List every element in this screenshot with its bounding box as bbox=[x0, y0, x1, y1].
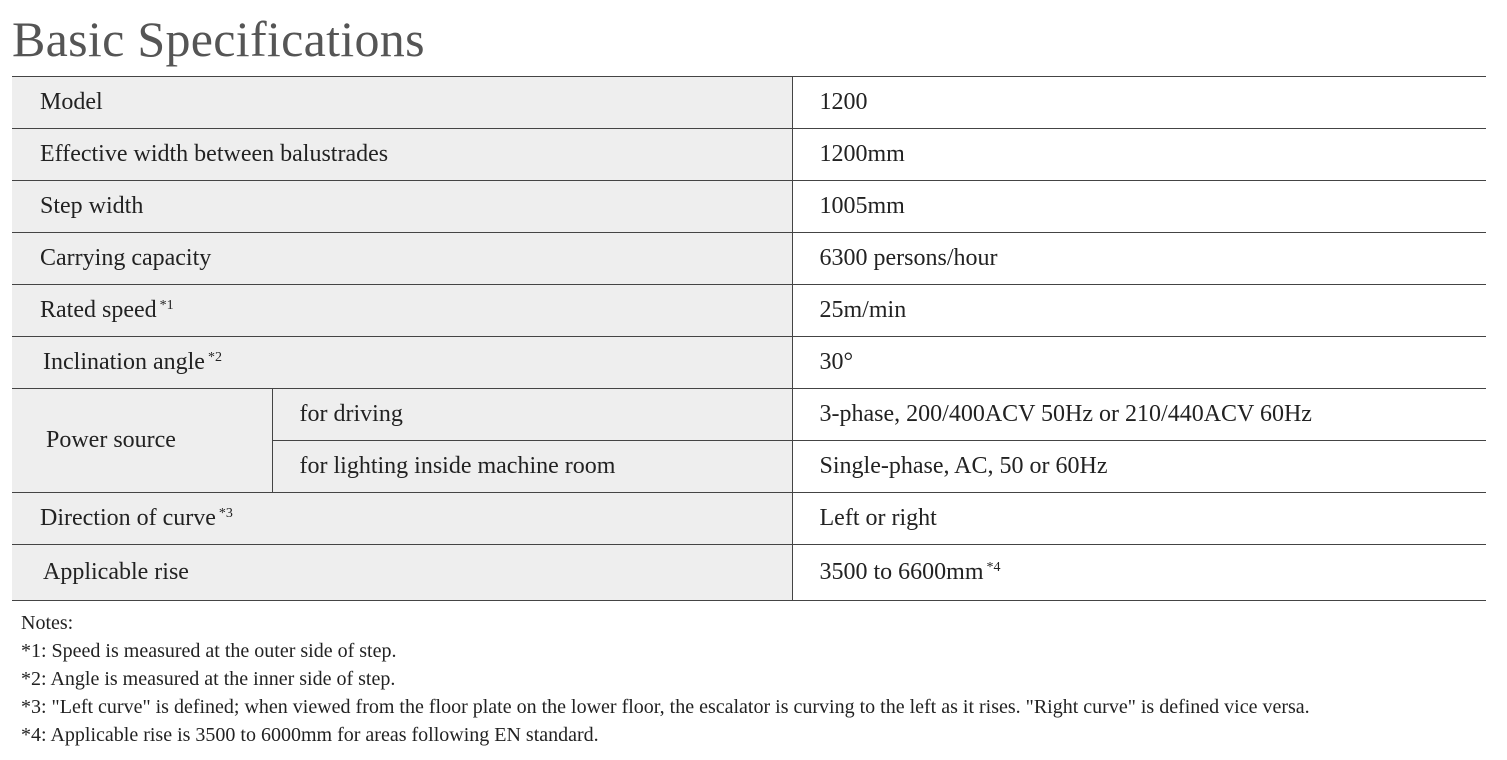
direction-of-curve-label: Direction of curve bbox=[40, 505, 216, 531]
table-row bbox=[12, 181, 1486, 233]
note-ref: *1 bbox=[159, 298, 174, 313]
spec-value bbox=[792, 389, 1486, 441]
spec-label bbox=[12, 129, 792, 181]
page-title: Basic Specifications bbox=[12, 11, 425, 67]
power-lighting-label: for lighting inside machine room bbox=[299, 453, 616, 479]
spec-sublabel bbox=[272, 441, 792, 493]
table-row bbox=[12, 129, 1486, 181]
table-row bbox=[12, 493, 1486, 545]
note-ref: *2 bbox=[207, 350, 222, 365]
model-value: 1200 bbox=[819, 89, 868, 115]
carrying-capacity-label: Carrying capacity bbox=[40, 245, 212, 271]
spec-label bbox=[12, 389, 272, 493]
spec-value bbox=[792, 441, 1486, 493]
applicable-rise-value: 3500 to 6600mm bbox=[819, 559, 984, 585]
note-ref: *3 bbox=[218, 506, 233, 521]
spec-value bbox=[792, 493, 1486, 545]
table-row bbox=[12, 545, 1486, 601]
spec-value bbox=[792, 285, 1486, 337]
power-lighting-value: Single-phase, AC, 50 or 60Hz bbox=[819, 453, 1108, 479]
direction-of-curve-value: Left or right bbox=[819, 505, 937, 531]
spec-label bbox=[12, 337, 792, 389]
spec-value bbox=[792, 181, 1486, 233]
note-item: *4: Applicable rise is 3500 to 6000mm for areas following EN standard. bbox=[21, 724, 599, 746]
spec-label bbox=[12, 233, 792, 285]
spec-label bbox=[12, 545, 792, 601]
rated-speed-label: Rated speed bbox=[40, 297, 157, 323]
notes-heading: Notes: bbox=[21, 612, 74, 634]
power-source-label: Power source bbox=[46, 427, 176, 453]
power-driving-label: for driving bbox=[299, 401, 403, 427]
inclination-angle-value: 30° bbox=[819, 349, 854, 375]
spec-value bbox=[792, 77, 1486, 129]
effective-width-value: 1200mm bbox=[819, 141, 905, 167]
spec-value bbox=[792, 233, 1486, 285]
spec-value bbox=[792, 545, 1486, 601]
table-row bbox=[12, 389, 1486, 441]
effective-width-label: Effective width between balustrades bbox=[40, 141, 389, 167]
spec-label bbox=[12, 181, 792, 233]
applicable-rise-label: Applicable rise bbox=[43, 559, 189, 585]
inclination-angle-label: Inclination angle bbox=[43, 349, 205, 375]
table-row bbox=[12, 233, 1486, 285]
table-row bbox=[12, 285, 1486, 337]
rated-speed-value: 25m/min bbox=[819, 297, 907, 323]
spec-label bbox=[12, 77, 792, 129]
step-width-value: 1005mm bbox=[819, 193, 905, 219]
note-item: *2: Angle is measured at the inner side of step. bbox=[21, 668, 396, 690]
spec-sublabel bbox=[272, 389, 792, 441]
note-item: *3: "Left curve" is defined; when viewed from the floor plate on the lower floor, the escalator is curving to the left as it rises. "Right curve" is defined vice versa. bbox=[21, 696, 1310, 718]
specifications-table bbox=[12, 76, 1486, 601]
table-row bbox=[12, 77, 1486, 129]
notes-section bbox=[21, 609, 1310, 749]
note-item: *1: Speed is measured at the outer side of step. bbox=[21, 640, 397, 662]
spec-value bbox=[792, 337, 1486, 389]
step-width-label: Step width bbox=[40, 193, 144, 219]
power-driving-value: 3-phase, 200/400ACV 50Hz or 210/440ACV 60Hz bbox=[819, 401, 1312, 427]
spec-label bbox=[12, 493, 792, 545]
note-ref: *4 bbox=[986, 560, 1001, 575]
spec-label bbox=[12, 285, 792, 337]
model-label: Model bbox=[40, 89, 103, 115]
table-row bbox=[12, 337, 1486, 389]
spec-value bbox=[792, 129, 1486, 181]
carrying-capacity-value: 6300 persons/hour bbox=[819, 245, 998, 271]
